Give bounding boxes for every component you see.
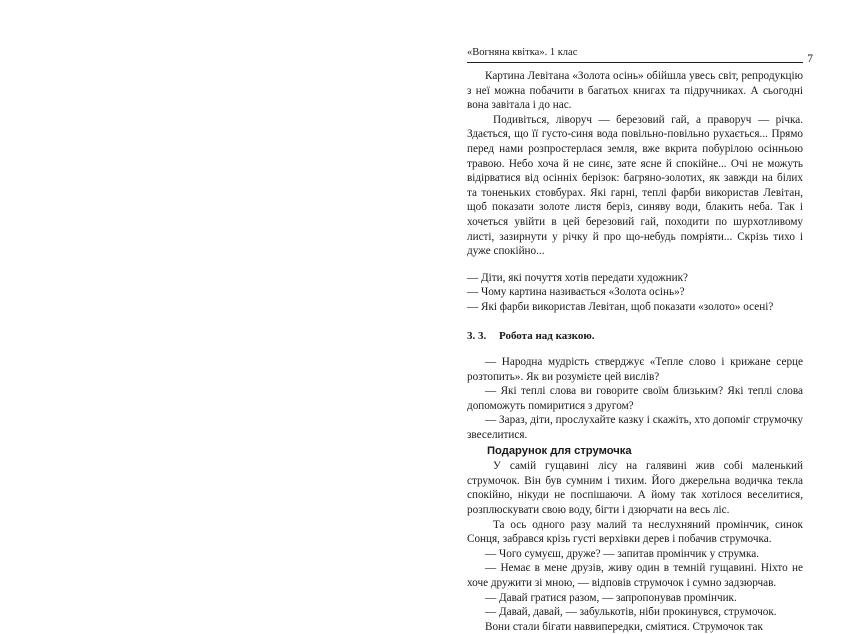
intro-paragraph-2: Подивіться, ліворуч — березовий гай, а праворуч — річка. Здається, що її густо-синя вода повільно-повільно рухається... Прямо перед нами розпростерлася земля, вже вкрита побурілою осінньою травою. Небо хоча й не синє, зате ясне й спокійне... Очі не можуть відірватися від осінніх берізок: багряно-золотих, як завжди на білих та тоненьких стовбурах. Які гарні, теплі фарби використав Левітан, щоб показати золоте листя беріз, синяву води, блакить неба. Так і хочеться увійти в цей березовий гай, походити по шурхотливому листі, зазирнути у річку й про що-небудь помріяти... Скрізь тихо і дуже спокійно... <box>467 113 803 258</box>
section-number: 3. 3. <box>467 329 487 342</box>
question-1: — Діти, які почуття хотів передати художник? <box>467 271 689 284</box>
question-2: — Чому картина називається «Золота осінь»? <box>467 286 685 299</box>
story-paragraph-7: Вони стали бігати наввипередки, сміятися. Струмочок так <box>485 620 763 633</box>
story-paragraph-6: — Давай, давай, — забулькотів, ніби прокинувся, струмочок. <box>485 606 777 619</box>
discussion-3: — Зараз, діти, прослухайте казку і скажіть, хто допоміг струмочку звеселитися. <box>467 414 803 442</box>
story-paragraph-2: Та ось одного разу малий та неслухняний промінчик, синок Сонця, забрався крізь густі верхівки дерев і побачив струмочка. <box>467 518 803 546</box>
question-3: — Які фарби використав Левітан, щоб показати «золото» осені? <box>467 300 774 313</box>
discussion-2: — Які теплі слова ви говорите своїм близьким? Які теплі слова допоможуть помиритися з другом? <box>467 385 803 412</box>
section-title: Робота над казкою. <box>499 329 595 342</box>
spacer <box>467 343 803 355</box>
story-title: Подарунок для струмочка <box>487 444 632 457</box>
page-number: 7 <box>807 53 813 65</box>
page-header <box>467 44 813 65</box>
story-paragraph-3: — Чого сумуєш, друже? — запитав промінчик у струмка. <box>485 547 760 560</box>
spacer <box>467 315 803 327</box>
story-paragraph-4: — Немає в мене друзів, живу один в темній гущавині. Ніхто не хоче дружити зі мною, — відповів струмочок і сумно задзюрчав. <box>467 562 803 589</box>
book-page <box>467 44 813 634</box>
intro-paragraph-1: Картина Левітана «Золота осінь» обійшла увесь світ, репродукцію з неї можна побачити в багатьох книгах та підручниках. А сьогодні вона завітала і до нас. <box>467 70 803 112</box>
page-body <box>467 69 803 634</box>
discussion-1: — Народна мудрість стверджує «Тепле слово і крижане серце розтопить». Як ви розумієте цей вислів? <box>467 356 803 383</box>
section-heading <box>467 329 803 344</box>
spacer <box>467 259 803 271</box>
story-paragraph-5: — Давай гратися разом, — запропонував промінчик. <box>485 591 737 604</box>
story-paragraph-1: У самій гущавині лісу на галявині жив собі маленький струмочок. Він був сумним і тихим. Його джерельна водичка текла спокійно, нікуди не поспішаючи. А йому так хотілося веселитися, розплюскувати свою воду, бігти і дзюрчати на весь ліс. <box>467 460 803 517</box>
running-title: «Вогняна квітка». 1 клас <box>467 47 578 58</box>
